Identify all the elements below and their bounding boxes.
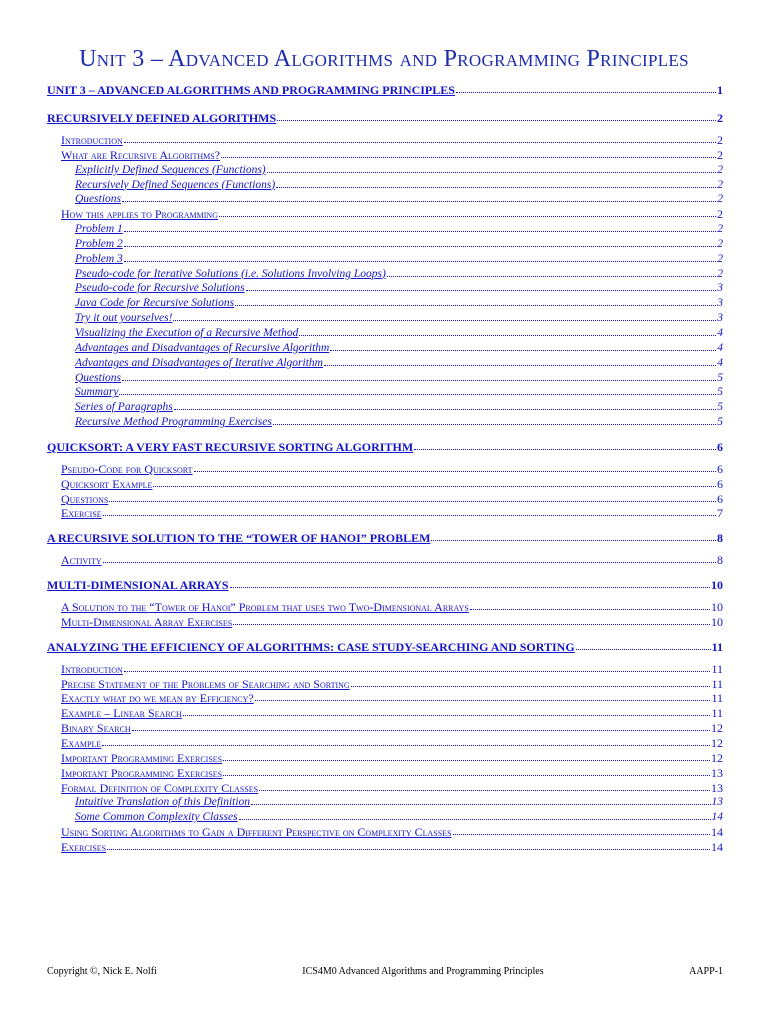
table-of-contents	[47, 79, 723, 855]
toc-dot-leader	[103, 553, 716, 563]
toc-dot-leader	[173, 311, 716, 321]
toc-entry[interactable]	[47, 148, 723, 163]
toc-page-number[interactable]: 2	[717, 147, 723, 162]
toc-dot-leader	[387, 267, 716, 277]
toc-entry[interactable]	[47, 356, 723, 371]
toc-page-number[interactable]: 6	[717, 476, 723, 491]
toc-dot-leader	[299, 326, 716, 336]
toc-page-number[interactable]: 13	[711, 765, 723, 780]
toc-page-number[interactable]: 3	[717, 282, 723, 295]
toc-page-number[interactable]: 11	[711, 706, 723, 721]
toc-page-number[interactable]: 2	[717, 267, 723, 280]
toc-page-number[interactable]: 14	[711, 811, 723, 824]
toc-dot-leader	[456, 79, 716, 93]
toc-dot-leader	[132, 721, 710, 731]
toc-entry-title[interactable]: Pseudo-code for Recursive Solutions	[75, 282, 245, 295]
toc-entry-title[interactable]: Problem 1	[75, 223, 123, 236]
toc-dot-leader	[470, 600, 710, 610]
toc-entry[interactable]	[47, 706, 723, 721]
toc-entry-title[interactable]: Important Programming Exercises	[61, 765, 223, 780]
toc-dot-leader	[276, 178, 716, 188]
toc-dot-leader	[109, 492, 716, 502]
toc-entry-title[interactable]: Important Programming Exercises	[61, 750, 223, 765]
toc-entry[interactable]	[47, 691, 723, 706]
toc-entry[interactable]	[47, 615, 723, 630]
toc-entry-title[interactable]: Formal Definition of Complexity Classes	[61, 780, 259, 795]
toc-dot-leader	[235, 296, 716, 306]
toc-page-number[interactable]: 5	[717, 386, 723, 399]
toc-entry[interactable]	[47, 721, 723, 736]
toc-entry[interactable]	[47, 751, 723, 766]
toc-entry[interactable]	[47, 810, 723, 825]
toc-page-number[interactable]: 14	[711, 825, 723, 840]
toc-entry-title[interactable]: Intuitive Translation of this Definition	[75, 796, 251, 809]
toc-dot-leader	[453, 825, 710, 835]
toc-entry[interactable]	[47, 107, 723, 129]
toc-dot-leader	[251, 795, 710, 805]
toc-entry-title[interactable]: Example – Linear Search	[61, 706, 182, 721]
toc-entry-title[interactable]: MULTI-DIMENSIONAL ARRAYS	[47, 578, 229, 593]
toc-entry[interactable]	[47, 415, 723, 430]
toc-page-number[interactable]: 10	[711, 614, 723, 629]
toc-page-number[interactable]: 1	[717, 83, 723, 97]
toc-page-number[interactable]: 2	[717, 207, 723, 222]
toc-entry[interactable]	[47, 237, 723, 252]
toc-entry-title[interactable]: Series of Paragraphs	[75, 401, 173, 414]
toc-entry[interactable]	[47, 207, 723, 222]
toc-entry-title[interactable]: Precise Statement of the Problems of Searching and Sorting	[61, 676, 350, 691]
toc-entry[interactable]	[47, 736, 723, 751]
toc-dot-leader	[324, 356, 716, 366]
toc-page-number[interactable]: 11	[711, 661, 723, 676]
toc-dot-leader	[223, 751, 710, 761]
toc-entry[interactable]	[47, 133, 723, 148]
toc-dot-leader	[124, 662, 711, 672]
toc-entry-title[interactable]: A RECURSIVE SOLUTION TO THE “TOWER OF HANOI” PROBLEM	[47, 531, 431, 546]
toc-page-number[interactable]: 6	[717, 491, 723, 506]
toc-entry-title[interactable]: Pseudo-code for Iterative Solutions (i.e. Solutions Involving Loops)	[75, 267, 386, 280]
toc-entry[interactable]	[47, 492, 723, 507]
toc-page-number[interactable]: 11	[711, 691, 723, 706]
toc-entry-title[interactable]: Pseudo-Code for Quicksort	[61, 461, 193, 476]
toc-dot-leader	[124, 222, 716, 232]
toc-entry-title[interactable]: Activity	[61, 553, 102, 568]
toc-dot-leader	[183, 706, 711, 716]
toc-entry[interactable]	[47, 477, 723, 492]
toc-entry[interactable]	[47, 192, 723, 207]
toc-dot-leader	[102, 736, 710, 746]
toc-dot-leader	[273, 415, 716, 425]
toc-entry-title[interactable]: Questions	[75, 371, 121, 384]
toc-entry[interactable]	[47, 636, 723, 658]
footer-page-number: AAPP-1	[689, 966, 723, 977]
toc-dot-leader	[414, 436, 716, 450]
toc-dot-leader	[124, 133, 716, 143]
toc-entry-title[interactable]: Example	[61, 736, 102, 750]
toc-entry-title[interactable]: Advantages and Disadvantages of Recursive Algorithm	[75, 341, 330, 354]
toc-page-number[interactable]: 14	[711, 839, 723, 854]
toc-dot-leader	[255, 691, 711, 701]
toc-entry-title[interactable]: Advantages and Disadvantages of Iterative Algorithm	[75, 356, 323, 369]
toc-entry[interactable]	[47, 341, 723, 356]
toc-entry-title[interactable]: Summary	[75, 386, 119, 399]
toc-entry-title[interactable]: Problem 3	[75, 252, 123, 265]
toc-page-number[interactable]: 3	[717, 297, 723, 310]
toc-dot-leader	[124, 237, 716, 247]
toc-entry[interactable]	[47, 436, 723, 458]
toc-dot-leader	[267, 163, 717, 173]
toc-dot-leader	[122, 371, 716, 381]
toc-dot-leader	[233, 615, 710, 625]
toc-entry[interactable]	[47, 371, 723, 386]
toc-entry[interactable]	[47, 840, 723, 855]
toc-entry[interactable]	[47, 527, 723, 549]
toc-entry-title[interactable]: Recursive Method Programming Exercises	[75, 416, 272, 429]
toc-page-number[interactable]: 12	[711, 721, 723, 736]
toc-entry[interactable]	[47, 311, 723, 326]
toc-dot-leader	[576, 636, 711, 650]
page-title: Unit 3 – Advanced Algorithms and Programming Principles	[79, 46, 689, 72]
toc-entry[interactable]	[47, 553, 723, 568]
toc-entry-title[interactable]: QUICKSORT: A VERY FAST RECURSIVE SORTING ALGORITHM	[47, 439, 414, 454]
toc-entry-title[interactable]: Try it out yourselves!	[75, 312, 173, 325]
toc-dot-leader	[103, 506, 716, 516]
toc-dot-leader	[194, 462, 716, 472]
toc-dot-leader	[107, 840, 710, 850]
toc-page-number[interactable]: 8	[717, 531, 723, 546]
toc-entry-title[interactable]: RECURSIVELY DEFINED ALGORITHMS	[47, 111, 277, 125]
toc-page-number[interactable]: 6	[717, 461, 723, 476]
toc-dot-leader	[221, 148, 716, 158]
toc-dot-leader	[431, 527, 716, 541]
toc-dot-leader	[219, 207, 716, 217]
toc-entry[interactable]	[47, 662, 723, 677]
toc-entry[interactable]	[47, 600, 723, 615]
toc-dot-leader	[351, 677, 711, 687]
toc-page-number[interactable]: 4	[717, 341, 723, 354]
toc-page-number[interactable]: 6	[717, 439, 723, 454]
toc-page-number[interactable]: 4	[717, 356, 723, 369]
toc-entry[interactable]	[47, 252, 723, 267]
toc-entry[interactable]	[47, 462, 723, 477]
toc-entry[interactable]	[47, 506, 723, 521]
toc-dot-leader	[239, 810, 711, 820]
toc-page-number[interactable]: 10	[711, 578, 723, 593]
toc-dot-leader	[259, 781, 710, 791]
toc-entry-title[interactable]: What are Recursive Algorithms?	[61, 147, 220, 162]
toc-entry[interactable]	[47, 677, 723, 692]
toc-page-number[interactable]: 2	[717, 223, 723, 236]
toc-entry[interactable]	[47, 296, 723, 311]
toc-entry[interactable]	[47, 385, 723, 400]
toc-entry-title[interactable]: Questions	[75, 193, 121, 206]
toc-entry[interactable]	[47, 267, 723, 282]
toc-dot-leader	[153, 477, 716, 487]
toc-entry-title[interactable]: Multi-Dimensional Array Exercises	[61, 614, 233, 629]
toc-page-number[interactable]: 13	[711, 796, 723, 809]
toc-dot-leader	[277, 107, 716, 121]
toc-page-number[interactable]: 11	[711, 676, 723, 691]
toc-dot-leader	[223, 766, 710, 776]
toc-entry[interactable]	[47, 766, 723, 781]
toc-entry-title[interactable]: Exactly what do we mean by Efficiency?	[61, 691, 254, 706]
toc-entry-title[interactable]: Binary Search	[61, 721, 131, 736]
toc-entry-title[interactable]: Visualizing the Execution of a Recursive Method	[75, 326, 299, 339]
toc-entry-title[interactable]: Using Sorting Algorithms to Gain a Different Perspective on Complexity Classes	[61, 825, 452, 840]
toc-entry[interactable]	[47, 326, 723, 341]
toc-entry[interactable]	[47, 574, 723, 596]
toc-dot-leader	[124, 252, 716, 262]
toc-entry[interactable]	[47, 400, 723, 415]
toc-entry-title[interactable]: UNIT 3 – ADVANCED ALGORITHMS AND PROGRAMMING PRINCIPLES	[47, 83, 455, 97]
toc-entry[interactable]	[47, 222, 723, 237]
toc-entry[interactable]	[47, 825, 723, 840]
toc-page-number[interactable]: 7	[717, 506, 723, 521]
toc-page-number[interactable]: 10	[711, 600, 723, 615]
toc-page-number[interactable]: 2	[717, 111, 723, 125]
toc-page-number[interactable]: 5	[717, 401, 723, 414]
toc-entry-title[interactable]: Problem 2	[75, 237, 123, 250]
toc-entry[interactable]	[47, 163, 723, 178]
toc-dot-leader	[174, 400, 717, 410]
toc-entry[interactable]	[47, 795, 723, 810]
toc-dot-leader	[119, 385, 716, 395]
toc-entry-title[interactable]: A Solution to the “Tower of Hanoi” Problem that uses two Two-Dimensional Arrays	[61, 600, 469, 615]
toc-page-number[interactable]: 4	[717, 326, 723, 339]
footer-course: ICS4M0 Advanced Algorithms and Programming Principles	[302, 966, 544, 977]
toc-dot-leader	[330, 341, 716, 351]
toc-entry-title[interactable]: Recursively Defined Sequences (Functions)	[75, 178, 276, 191]
toc-page-number[interactable]: 5	[717, 371, 723, 384]
toc-page-number[interactable]: 2	[717, 133, 723, 147]
toc-dot-leader	[246, 281, 717, 291]
toc-entry-title[interactable]: ANALYZING THE EFFICIENCY OF ALGORITHMS: CASE STUDY-SEARCHING AND SORTING	[47, 639, 575, 654]
toc-page-number[interactable]: 8	[717, 553, 723, 568]
toc-page-number[interactable]: 11	[711, 639, 723, 654]
page-footer	[47, 966, 723, 977]
footer-copyright: Copyright ©, Nick E. Nolfi	[47, 966, 157, 977]
toc-entry-title[interactable]: Questions	[61, 491, 109, 506]
toc-entry-title[interactable]: Java Code for Recursive Solutions	[75, 297, 235, 310]
toc-page-number[interactable]: 3	[717, 312, 723, 325]
toc-page-number[interactable]: 12	[711, 750, 723, 765]
toc-page-number[interactable]: 2	[717, 252, 723, 265]
toc-page-number[interactable]: 2	[717, 178, 723, 191]
toc-page-number[interactable]: 2	[717, 193, 723, 206]
toc-page-number[interactable]: 2	[717, 237, 723, 250]
toc-entry[interactable]	[47, 79, 723, 101]
toc-entry-title[interactable]: Introduction	[61, 133, 123, 147]
toc-page-number[interactable]: 5	[717, 416, 723, 429]
toc-entry-title[interactable]: How this applies to Programming	[61, 207, 218, 222]
toc-entry[interactable]	[47, 281, 723, 296]
toc-entry-title[interactable]: Exercise	[61, 506, 102, 521]
toc-entry-title[interactable]: Introduction	[61, 661, 123, 676]
toc-entry-title[interactable]: Quicksort Example	[61, 476, 153, 491]
toc-entry[interactable]	[47, 781, 723, 796]
toc-dot-leader	[230, 574, 711, 588]
toc-dot-leader	[122, 192, 716, 202]
toc-page-number[interactable]: 12	[711, 736, 723, 750]
toc-page-number[interactable]: 2	[717, 163, 723, 176]
toc-entry-title[interactable]: Some Common Complexity Classes	[75, 811, 238, 824]
toc-entry-title[interactable]: Exercises	[61, 839, 107, 854]
toc-entry-title[interactable]: Explicitly Defined Sequences (Functions)	[75, 163, 266, 176]
toc-page-number[interactable]: 13	[711, 780, 723, 795]
toc-entry[interactable]	[47, 178, 723, 193]
